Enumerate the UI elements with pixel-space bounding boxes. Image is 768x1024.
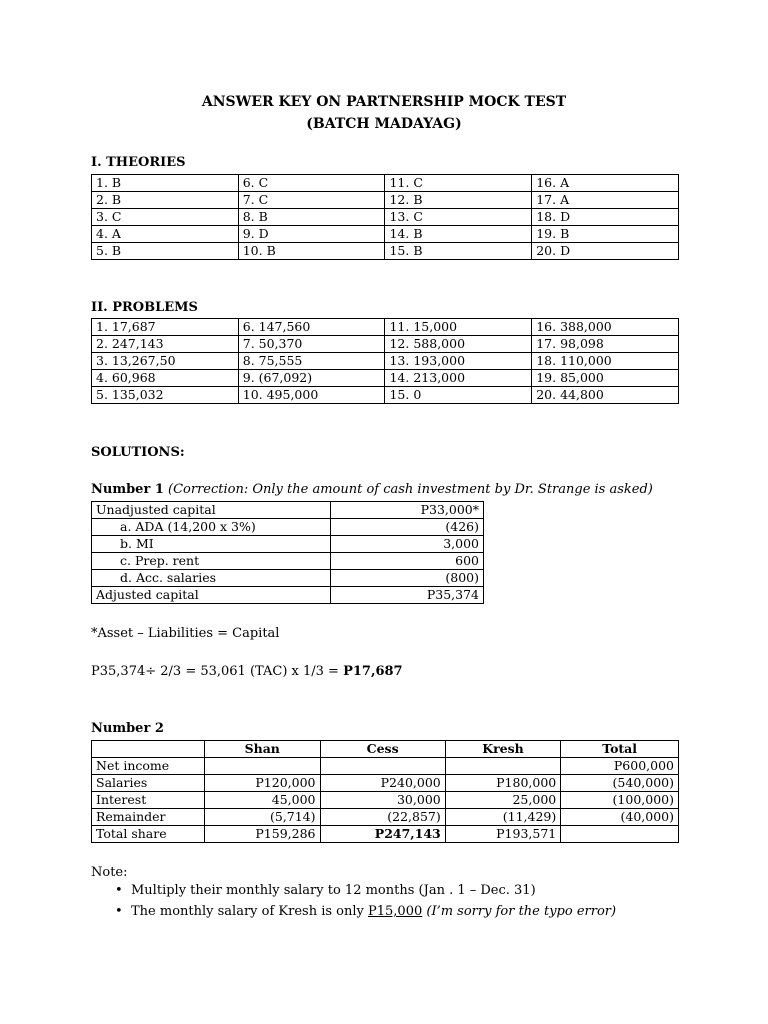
row-label: b. MI: [92, 536, 331, 553]
table-cell: 6. 147,560: [238, 319, 385, 336]
table-cell: 5. 135,032: [92, 387, 239, 404]
number1-note: (Correction: Only the amount of cash investment by Dr. Strange is asked): [168, 482, 653, 497]
table-cell: Remainder: [92, 809, 205, 826]
table-row: [92, 336, 679, 353]
table-cell: P240,000: [320, 775, 445, 792]
number1-footnote: *Asset – Liabilities = Capital: [91, 626, 280, 641]
table-cell: (540,000): [561, 775, 679, 792]
table-row: [92, 192, 679, 209]
header-row: [92, 741, 679, 758]
page-subtitle: (BATCH MADAYAG): [306, 116, 462, 132]
table-cell: 10. B: [238, 243, 385, 260]
table-cell: P120,000: [205, 775, 321, 792]
row-value: (800): [331, 570, 484, 587]
table-row: [92, 570, 484, 587]
table-cell: P180,000: [445, 775, 561, 792]
note-bullet-2-amount: P15,000: [368, 904, 423, 919]
table-row: [92, 175, 679, 192]
table-cell: 4. A: [92, 226, 239, 243]
page-title: ANSWER KEY ON PARTNERSHIP MOCK TEST: [201, 94, 567, 110]
table-cell: Salaries: [92, 775, 205, 792]
table-cell: 13. C: [385, 209, 532, 226]
table-cell: 18. D: [532, 209, 679, 226]
table-cell: Interest: [92, 792, 205, 809]
table-cell: P159,286: [205, 826, 321, 843]
column-header: Shan: [205, 741, 321, 758]
row-value: P35,374: [331, 587, 484, 604]
column-header: [92, 741, 205, 758]
table-cell: 20. D: [532, 243, 679, 260]
table-cell: [561, 826, 679, 843]
table-row: [92, 809, 679, 826]
problems-table: [91, 318, 679, 404]
table-cell: 1. B: [92, 175, 239, 192]
table-cell: 19. 85,000: [532, 370, 679, 387]
table-row: [92, 826, 679, 843]
number2-label: Number 2: [91, 721, 164, 736]
row-label: a. ADA (14,200 x 3%): [92, 519, 331, 536]
table-cell: 8. 75,555: [238, 353, 385, 370]
table-cell: P247,143: [320, 826, 445, 843]
table-cell: 11. 15,000: [385, 319, 532, 336]
table-cell: P600,000: [561, 758, 679, 775]
table-cell: (11,429): [445, 809, 561, 826]
problems-heading: II. PROBLEMS: [91, 300, 198, 315]
number1-computation: [91, 664, 403, 679]
table-cell: 3. 13,267,50: [92, 353, 239, 370]
table-row: [92, 209, 679, 226]
computation-text: P35,374÷ 2/3 = 53,061 (TAC) x 1/3 =: [91, 664, 344, 679]
note-label: Note:: [91, 865, 128, 880]
table-cell: 5. B: [92, 243, 239, 260]
table-cell: 25,000: [445, 792, 561, 809]
column-header: Total: [561, 741, 679, 758]
table-row: [92, 775, 679, 792]
note-list: [91, 880, 616, 922]
row-value: P33,000*: [331, 502, 484, 519]
table-cell: [205, 758, 321, 775]
table-cell: 15. B: [385, 243, 532, 260]
column-header: Kresh: [445, 741, 561, 758]
table-cell: 15. 0: [385, 387, 532, 404]
table-cell: 7. C: [238, 192, 385, 209]
table-cell: 8. B: [238, 209, 385, 226]
table-cell: 11. C: [385, 175, 532, 192]
table-cell: 20. 44,800: [532, 387, 679, 404]
table-cell: 16. 388,000: [532, 319, 679, 336]
table-cell: 2. B: [92, 192, 239, 209]
table-cell: 18. 110,000: [532, 353, 679, 370]
theories-heading: I. THEORIES: [91, 155, 186, 170]
table-row: [92, 536, 484, 553]
table-cell: 17. A: [532, 192, 679, 209]
table-cell: 14. B: [385, 226, 532, 243]
row-label: Unadjusted capital: [92, 502, 331, 519]
table-cell: 3. C: [92, 209, 239, 226]
table-row: [92, 553, 484, 570]
number1-line: [91, 482, 653, 497]
table-cell: 9. D: [238, 226, 385, 243]
row-value: 600: [331, 553, 484, 570]
table-cell: 10. 495,000: [238, 387, 385, 404]
table-row: [92, 792, 679, 809]
note-bullet-2: [91, 901, 616, 922]
row-label: d. Acc. salaries: [92, 570, 331, 587]
table-cell: Net income: [92, 758, 205, 775]
table-row: [92, 243, 679, 260]
table-cell: 2. 247,143: [92, 336, 239, 353]
solutions-heading: SOLUTIONS:: [91, 445, 185, 460]
table-cell: 12. 588,000: [385, 336, 532, 353]
table-row: [92, 319, 679, 336]
table-cell: 1. 17,687: [92, 319, 239, 336]
table-row: [92, 519, 484, 536]
number1-label: Number 1: [91, 482, 164, 497]
table-cell: 19. B: [532, 226, 679, 243]
row-label: c. Prep. rent: [92, 553, 331, 570]
row-value: 3,000: [331, 536, 484, 553]
table-cell: 4. 60,968: [92, 370, 239, 387]
computation-answer: P17,687: [343, 664, 403, 679]
table-cell: (5,714): [205, 809, 321, 826]
table-cell: [320, 758, 445, 775]
table-cell: 12. B: [385, 192, 532, 209]
table-row: [92, 226, 679, 243]
number2-table: [91, 740, 679, 843]
number1-table: [91, 501, 484, 604]
table-row: [92, 370, 679, 387]
table-row: [92, 387, 679, 404]
table-cell: 7. 50,370: [238, 336, 385, 353]
row-value: (426): [331, 519, 484, 536]
table-row: [92, 502, 484, 519]
table-cell: (40,000): [561, 809, 679, 826]
table-cell: 13. 193,000: [385, 353, 532, 370]
table-cell: 17. 98,098: [532, 336, 679, 353]
row-label: Adjusted capital: [92, 587, 331, 604]
table-cell: 6. C: [238, 175, 385, 192]
table-cell: 45,000: [205, 792, 321, 809]
table-cell: (100,000): [561, 792, 679, 809]
table-cell: 9. (67,092): [238, 370, 385, 387]
table-cell: Total share: [92, 826, 205, 843]
table-cell: 16. A: [532, 175, 679, 192]
table-row: [92, 587, 484, 604]
note-bullet-2-pre: The monthly salary of Kresh is only: [131, 904, 369, 919]
table-cell: (22,857): [320, 809, 445, 826]
theories-table: [91, 174, 679, 260]
note-bullet-1-text: Multiply their monthly salary to 12 months (Jan . 1 – Dec. 31): [131, 883, 536, 898]
table-cell: [445, 758, 561, 775]
table-row: [92, 353, 679, 370]
column-header: Cess: [320, 741, 445, 758]
table-row: [92, 758, 679, 775]
table-cell: 30,000: [320, 792, 445, 809]
note-bullet-2-post: (I’m sorry for the typo error): [422, 904, 617, 919]
table-cell: P193,571: [445, 826, 561, 843]
note-bullet-1: [91, 880, 616, 901]
table-cell: 14. 213,000: [385, 370, 532, 387]
